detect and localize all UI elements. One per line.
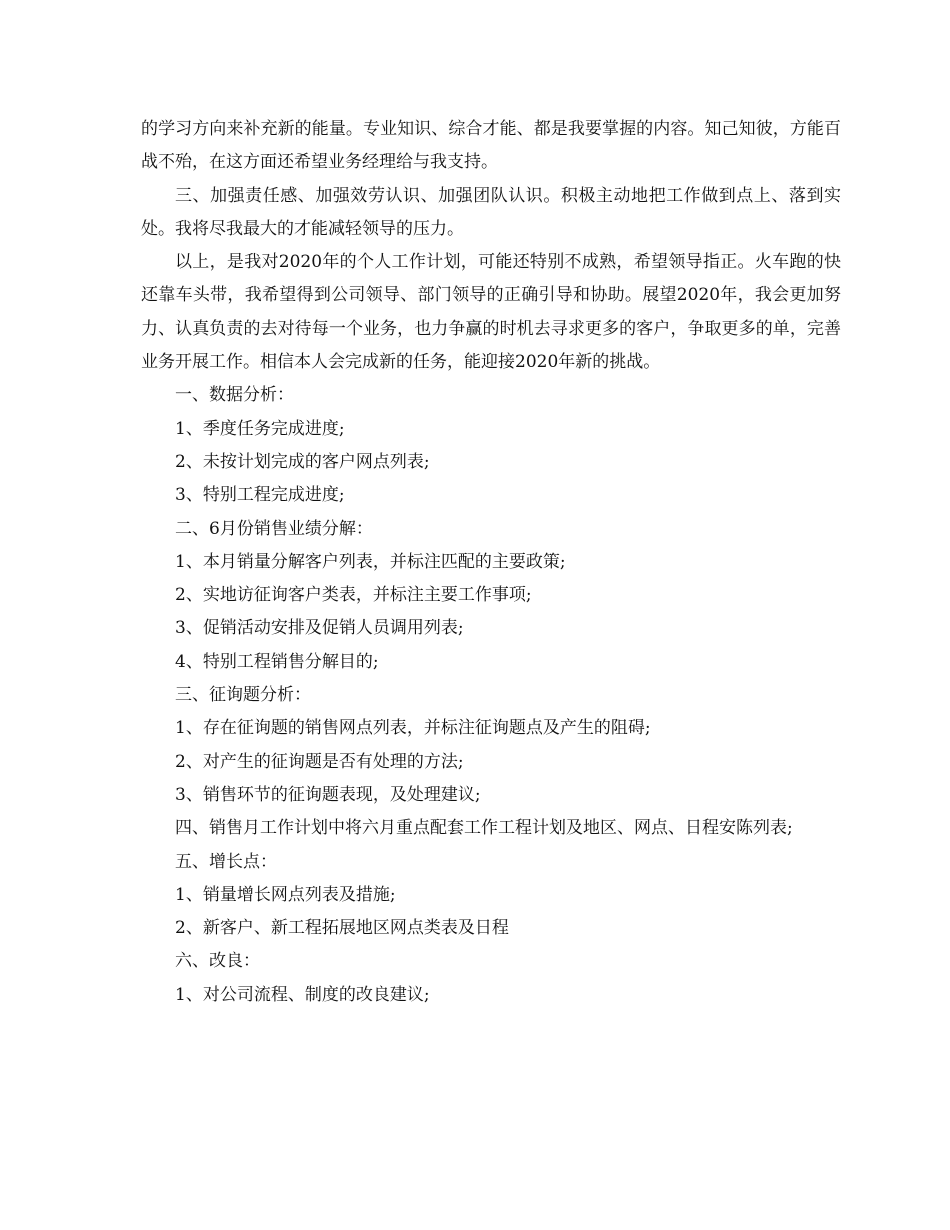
list-item: 2、未按计划完成的客户网点列表;	[175, 451, 430, 472]
heading-data-analysis: 一、数据分析：	[175, 385, 294, 406]
list-item: 3、促销活动安排及促销人员调用列表;	[175, 618, 464, 639]
list-item: 3、销售环节的征询题表现，及处理建议;	[175, 784, 481, 805]
paragraph-learning-direction: 的学习方向来补充新的能量。专业知识、综合才能、都是我要掌握的内容。知己知彼，方能百战不殆，在这方面还希望业务经理给与我支持。	[141, 119, 841, 173]
heading-problem-analysis: 三、征询题分析：	[175, 685, 311, 706]
list-item: 1、季度任务完成进度;	[175, 418, 345, 439]
heading-monthly-plan: 四、销售月工作计划中将六月重点配套工作工程计划及地区、网点、日程安陈列表;	[175, 818, 793, 839]
paragraph-summary-2020: 以上，是我对2020年的个人工作计划，可能还特别不成熟，希望领导指正。火车跑的快还靠车头带，我希望得到公司领导、部门领导的正确引导和协助。展望2020年，我会更加努力、认真负责的去对待每一个业务，也力争赢的时机去寻求更多的客户，争取更多的单，完善业务开展工作。相信本人会完成新的任务，能迎接2020年新的挑战。	[141, 252, 841, 373]
heading-sales-breakdown: 二、6月份销售业绩分解：	[175, 518, 373, 539]
document-body	[141, 113, 841, 1012]
list-item: 2、实地访征询客户类表，并标注主要工作事项;	[175, 585, 532, 606]
list-item: 1、对公司流程、制度的改良建议;	[175, 984, 430, 1005]
list-item: 4、特别工程销售分解目的;	[175, 651, 379, 672]
list-item: 3、特别工程完成进度;	[175, 485, 345, 506]
list-item: 1、本月销量分解客户列表，并标注匹配的主要政策;	[175, 551, 566, 572]
list-item: 1、存在征询题的销售网点列表，并标注征询题点及产生的阻碍;	[175, 718, 651, 739]
heading-improvement: 六、改良：	[175, 951, 260, 972]
list-item: 2、对产生的征询题是否有处理的方法;	[175, 751, 464, 772]
list-item: 2、新客户、新工程拓展地区网点类表及日程	[175, 918, 509, 939]
heading-growth-points: 五、增长点：	[175, 851, 277, 872]
list-item: 1、销量增长网点列表及措施;	[175, 884, 396, 905]
paragraph-responsibility: 三、加强责任感、加强效劳认识、加强团队认识。积极主动地把工作做到点上、落到实处。我将尽我最大的才能减轻领导的压力。	[141, 185, 841, 239]
